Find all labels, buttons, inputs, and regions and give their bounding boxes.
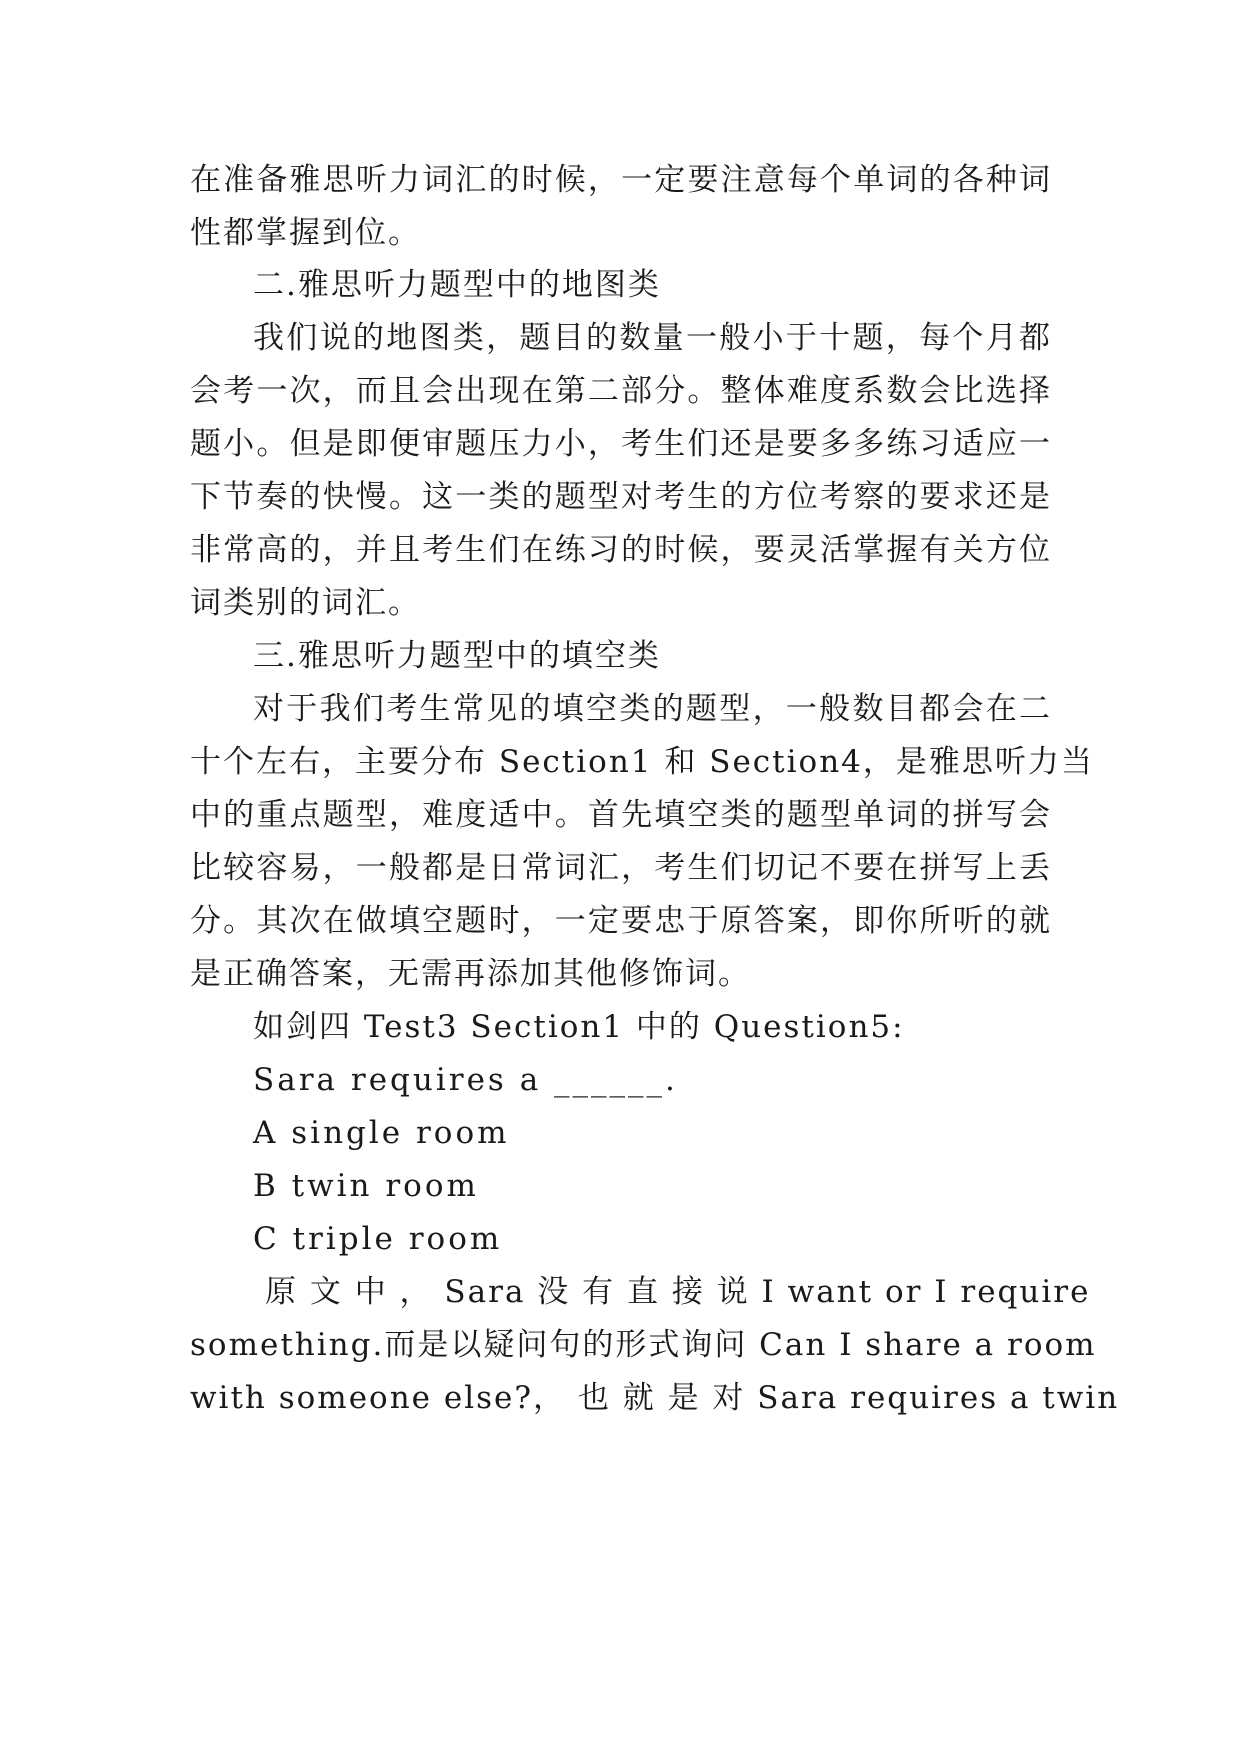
section-heading: 二.雅思听力题型中的地图类	[253, 267, 661, 303]
paragraph-line: 会考一次，而且会出现在第二部分。整体难度系数会比选择	[190, 373, 1052, 409]
paragraph-line: 如剑四 Test3 Section1 中的 Question5:	[253, 1009, 905, 1045]
paragraph-line: 原 文 中 ， Sara 没 有 直 接 说 I want or I require	[265, 1274, 1091, 1310]
paragraph-line: 比较容易，一般都是日常词汇，考生们切记不要在拼写上丢	[190, 850, 1052, 886]
paragraph-line: 十个左右，主要分布 Section1 和 Section4，是雅思听力当	[190, 744, 1094, 780]
section-heading: 三.雅思听力题型中的填空类	[253, 638, 661, 674]
paragraph-line: 在准备雅思听力词汇的时候，一定要注意每个单词的各种词	[190, 162, 1052, 198]
paragraph-line: 中的重点题型，难度适中。首先填空类的题型单词的拼写会	[190, 797, 1052, 833]
paragraph-line: with someone else?， 也 就 是 对 Sara requires a twin	[190, 1380, 1120, 1416]
paragraph-line: 词类别的词汇。	[190, 585, 421, 621]
question-stem: Sara requires a ______.	[253, 1062, 678, 1098]
option-c: C triple room	[253, 1221, 503, 1257]
option-b: B twin room	[253, 1168, 479, 1204]
paragraph-line: 性都掌握到位。	[190, 215, 421, 251]
paragraph-line: something.而是以疑问句的形式询问 Can I share a room	[190, 1327, 1097, 1363]
option-a: A single room	[253, 1115, 510, 1151]
paragraph-line: 下节奏的快慢。这一类的题型对考生的方位考察的要求还是	[190, 479, 1052, 515]
paragraph-line: 题小。但是即便审题压力小，考生们还是要多多练习适应一	[190, 426, 1052, 462]
paragraph-line: 我们说的地图类，题目的数量一般小于十题，每个月都	[253, 320, 1052, 356]
paragraph-line: 是正确答案，无需再添加其他修饰词。	[190, 956, 751, 992]
paragraph-line: 分。其次在做填空题时，一定要忠于原答案，即你所听的就	[190, 903, 1052, 939]
paragraph-line: 对于我们考生常见的填空类的题型，一般数目都会在二	[253, 691, 1052, 727]
paragraph-line: 非常高的，并且考生们在练习的时候，要灵活掌握有关方位	[190, 532, 1052, 568]
